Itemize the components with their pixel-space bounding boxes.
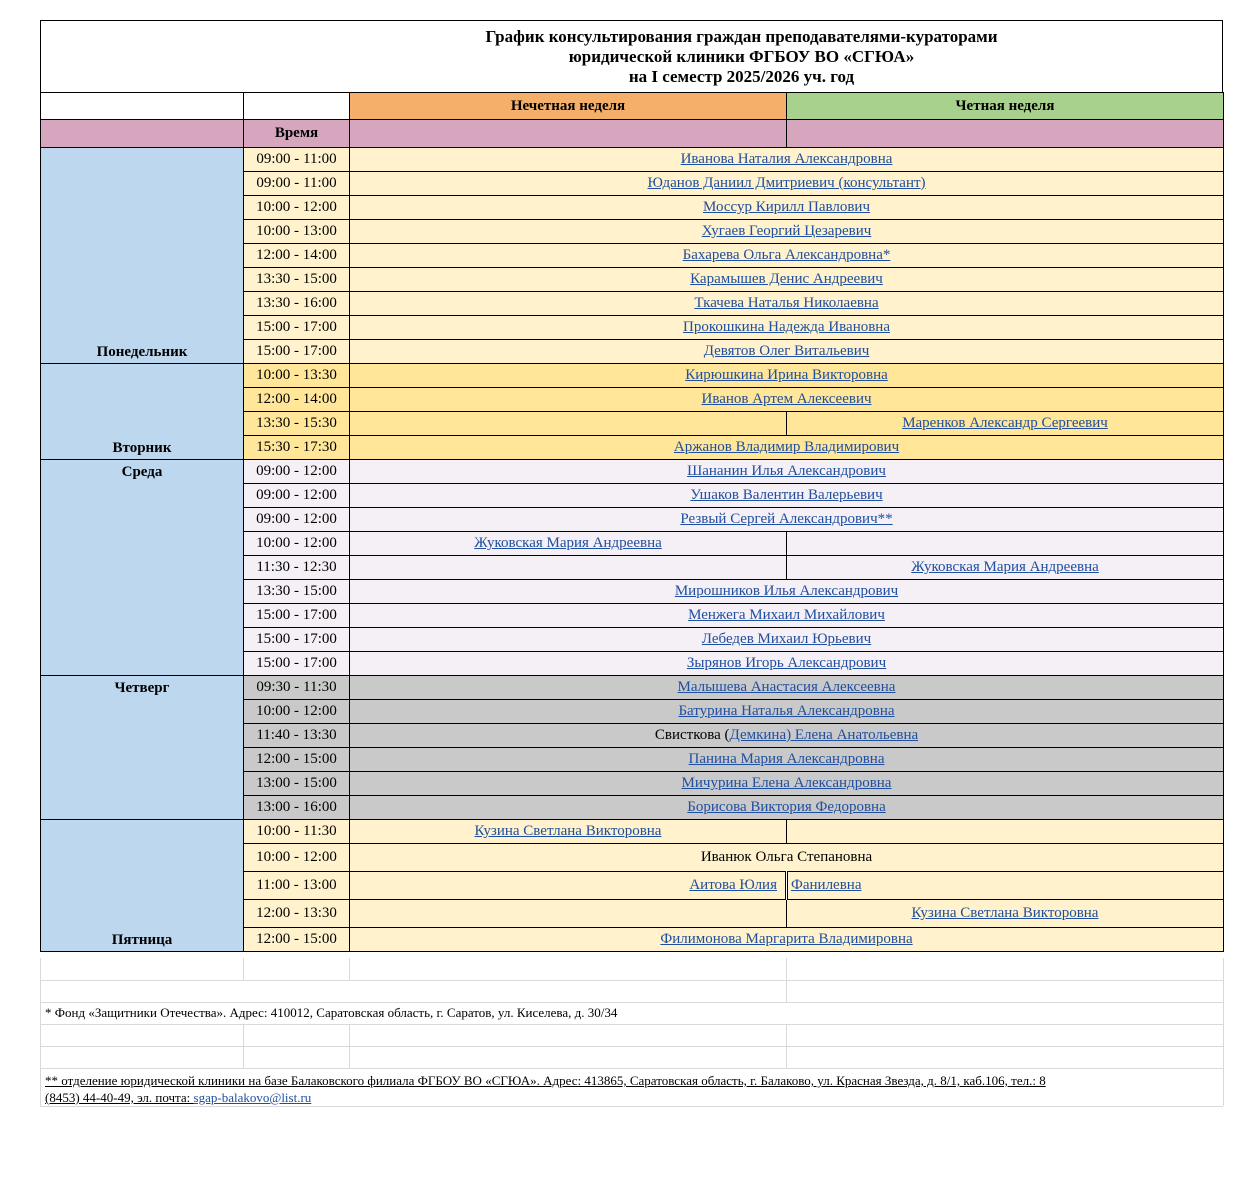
curator-cell [350, 316, 1224, 340]
curator-link[interactable]: Фанилевна [791, 877, 862, 893]
email-link[interactable]: sgap-balakovo@list.ru [193, 1090, 312, 1105]
time-cell: 10:00 - 12:00 [244, 700, 350, 724]
curator-cell [350, 172, 1224, 196]
curator-cell [350, 340, 1224, 364]
time-cell: 10:00 - 12:00 [244, 196, 350, 220]
grid-line [40, 958, 41, 1106]
curator-link[interactable]: Хугаев Георгий Цезаревич [701, 223, 872, 239]
curator-link[interactable]: Юданов Даниил Дмитриевич (консультант) [647, 175, 926, 191]
week-header-row [41, 93, 1224, 120]
even-week-empty-cell [787, 532, 1224, 556]
curator-link[interactable]: Демкина) Елена Анатольевна [729, 727, 919, 743]
time-cell: 09:00 - 11:00 [244, 148, 350, 172]
table-row [41, 820, 1224, 844]
grid-line [40, 1024, 1223, 1025]
time-cell: 12:00 - 14:00 [244, 388, 350, 412]
empty-cell [244, 93, 350, 120]
time-cell: 13:00 - 16:00 [244, 796, 350, 820]
odd-week-empty-cell [350, 412, 787, 436]
time-cell: 09:30 - 11:30 [244, 676, 350, 700]
curator-cell [350, 748, 1224, 772]
time-cell: 12:00 - 15:00 [244, 748, 350, 772]
curator-link[interactable]: Жуковская Мария Андреевна [474, 535, 662, 551]
curator-link[interactable]: Кузина Светлана Викторовна [911, 905, 1099, 921]
curator-cell [350, 196, 1224, 220]
even-week-cell [787, 412, 1224, 436]
day-friday: Пятница [41, 820, 244, 952]
curator-cell [350, 484, 1224, 508]
curator-link[interactable]: Лебедев Михаил Юрьевич [701, 631, 872, 647]
table-row [41, 364, 1224, 388]
curator-cell [350, 148, 1224, 172]
time-cell: 09:00 - 12:00 [244, 460, 350, 484]
day-tuesday: Вторник [41, 364, 244, 460]
time-cell: 13:00 - 15:00 [244, 772, 350, 796]
time-cell: 11:30 - 12:30 [244, 556, 350, 580]
curator-link[interactable]: Мирошников Илья Александрович [674, 583, 899, 599]
curator-link[interactable]: Зырянов Игорь Александрович [686, 655, 887, 671]
grid-line [40, 1068, 1223, 1069]
time-cell: 12:00 - 14:00 [244, 244, 350, 268]
curator-link[interactable]: Кузина Светлана Викторовна [474, 823, 662, 839]
grid-line [786, 1024, 787, 1068]
curator-link[interactable]: Филимонова Маргарита Владимировна [660, 931, 913, 947]
schedule-table [40, 92, 1224, 952]
curator-link[interactable]: Кирюшкина Ирина Викторовна [685, 367, 888, 383]
odd-week-cell [350, 820, 787, 844]
time-cell: 09:00 - 12:00 [244, 484, 350, 508]
curator-link[interactable]: Шананин Илья Александрович [687, 463, 886, 479]
time-cell: 10:00 - 12:00 [244, 844, 350, 872]
footnote-2-line-2 [45, 1089, 1228, 1106]
curator-link[interactable]: Батурина Наталья Александровна [678, 703, 895, 719]
time-cell: 10:00 - 13:00 [244, 220, 350, 244]
footnote-1: * Фонд «Защитники Отечества». Адрес: 410012, Саратовская область, г. Саратов, ул. Киселева, д. 30/34 [45, 1005, 618, 1020]
curator-link[interactable]: Панина Мария Александровна [688, 751, 885, 767]
curator-cell [350, 508, 1224, 532]
time-cell: 13:30 - 15:00 [244, 580, 350, 604]
title-line-3: на I семестр 2025/2026 уч. год [628, 67, 855, 86]
curator-link[interactable]: Моссур Кирилл Павлович [703, 199, 870, 215]
grid-line [243, 1024, 244, 1068]
curator-link[interactable]: Жуковская Мария Андреевна [911, 559, 1099, 575]
table-row [41, 148, 1224, 172]
time-cell: 15:00 - 17:00 [244, 652, 350, 676]
curator-cell [350, 580, 1224, 604]
curator-cell [350, 268, 1224, 292]
curator-cell [350, 364, 1224, 388]
grid-line [349, 958, 350, 980]
title-line-1: График консультирования граждан преподавателями-кураторами [485, 27, 998, 46]
curator-link[interactable]: Прокошкина Надежда Ивановна [682, 319, 890, 335]
curator-cell [350, 772, 1224, 796]
curator-cell [350, 244, 1224, 268]
odd-week-cell [350, 872, 787, 900]
time-header-row [41, 120, 1224, 148]
empty-cell [41, 93, 244, 120]
odd-week-empty-cell [350, 900, 787, 928]
curator-link[interactable]: Девятов Олег Витальевич [703, 343, 870, 359]
time-cell: 13:30 - 15:00 [244, 268, 350, 292]
even-week-cell [787, 556, 1224, 580]
curator-cell [350, 796, 1224, 820]
title-line-2: юридической клиники ФГБОУ ВО «СГЮА» [568, 47, 915, 66]
curator-link[interactable]: Резвый Сергей Александрович** [680, 511, 893, 527]
curator-cell [350, 388, 1224, 412]
time-cell: 13:30 - 15:30 [244, 412, 350, 436]
curator-link[interactable]: Аржанов Владимир Владимирович [673, 439, 900, 455]
time-header: Время [244, 120, 350, 148]
curator-link[interactable]: Маренков Александр Сергеевич [902, 415, 1108, 431]
curator-link[interactable]: Ушаков Валентин Валерьевич [690, 487, 883, 503]
even-week-cell [787, 900, 1224, 928]
curator-link[interactable]: Малышева Анастасия Алексеевна [677, 679, 896, 695]
curator-link[interactable]: Иванов Артем Алексеевич [701, 391, 872, 407]
curator-cell [350, 292, 1224, 316]
grid-line [40, 1106, 1223, 1107]
curator-cell [350, 724, 1224, 748]
table-row [41, 460, 1224, 484]
footnote-2-line-1: ** отделение юридической клиники на базе Балаковского филиала ФГБОУ ВО «СГЮА». Адрес: 413865, Саратовская область, г. Балаково, ул. Красная Звезда, д. 8/1, каб.106, тел.: 8 [45, 1073, 1046, 1088]
day-wednesday: Среда [41, 460, 244, 676]
curator-cell [350, 844, 1224, 872]
time-cell: 12:00 - 13:30 [244, 900, 350, 928]
curator-link[interactable]: Карамышев Денис Андреевич [690, 271, 883, 287]
curator-link[interactable]: Аитова Юлия [689, 877, 777, 893]
time-cell: 10:00 - 11:30 [244, 820, 350, 844]
curator-cell [350, 436, 1224, 460]
curator-link[interactable]: Борисова Виктория Федоровна [687, 799, 886, 815]
even-week-header: Четная неделя [787, 93, 1224, 120]
day-monday: Понедельник [41, 148, 244, 364]
even-header-cell [787, 120, 1224, 148]
curator-cell [350, 220, 1224, 244]
day-thursday: Четверг [41, 676, 244, 820]
time-cell: 15:00 - 17:00 [244, 340, 350, 364]
time-cell: 15:00 - 17:00 [244, 316, 350, 340]
grid-line [40, 1046, 1223, 1047]
curator-plain-text: Иванюк Ольга Степановна [700, 849, 873, 865]
even-week-empty-cell [787, 820, 1224, 844]
curator-plain-text: Свисткова ( [654, 727, 730, 743]
grid-line [40, 980, 1223, 981]
curator-link[interactable]: Иванова Наталия Александровна [680, 151, 893, 167]
time-cell: 15:30 - 17:30 [244, 436, 350, 460]
day-header-cell [41, 120, 244, 148]
odd-week-cell [350, 532, 787, 556]
time-cell: 15:00 - 17:00 [244, 628, 350, 652]
table-row [41, 676, 1224, 700]
curator-cell [350, 700, 1224, 724]
time-cell: 12:00 - 15:00 [244, 928, 350, 952]
even-week-cell [787, 872, 1224, 900]
time-cell: 15:00 - 17:00 [244, 604, 350, 628]
grid-line [243, 958, 244, 980]
time-cell: 09:00 - 12:00 [244, 508, 350, 532]
curator-link[interactable]: Менжега Михаил Михайлович [688, 607, 885, 623]
odd-week-header: Нечетная неделя [350, 93, 787, 120]
curator-link[interactable]: Мичурина Елена Александровна [681, 775, 892, 791]
curator-link[interactable]: Ткачева Наталья Николаевна [694, 295, 879, 311]
footnote-2-phone: (8453) 44-40-49, эл. почта: [45, 1090, 194, 1105]
curator-link[interactable]: Бахарева Ольга Александровна* [682, 247, 891, 263]
odd-week-empty-cell [350, 556, 787, 580]
footnote-2 [45, 1072, 1228, 1106]
time-cell: 10:00 - 13:30 [244, 364, 350, 388]
time-cell: 10:00 - 12:00 [244, 532, 350, 556]
time-cell: 09:00 - 11:00 [244, 172, 350, 196]
curator-cell [350, 676, 1224, 700]
time-cell: 13:30 - 16:00 [244, 292, 350, 316]
curator-cell [350, 928, 1224, 952]
grid-line [786, 958, 787, 1002]
curator-cell [350, 652, 1224, 676]
odd-header-cell [350, 120, 787, 148]
curator-cell [350, 604, 1224, 628]
grid-line [40, 1002, 1223, 1003]
curator-cell [350, 628, 1224, 652]
schedule-title [40, 20, 1223, 93]
curator-cell [350, 460, 1224, 484]
time-cell: 11:40 - 13:30 [244, 724, 350, 748]
time-cell: 11:00 - 13:00 [244, 872, 350, 900]
grid-line [349, 1024, 350, 1068]
